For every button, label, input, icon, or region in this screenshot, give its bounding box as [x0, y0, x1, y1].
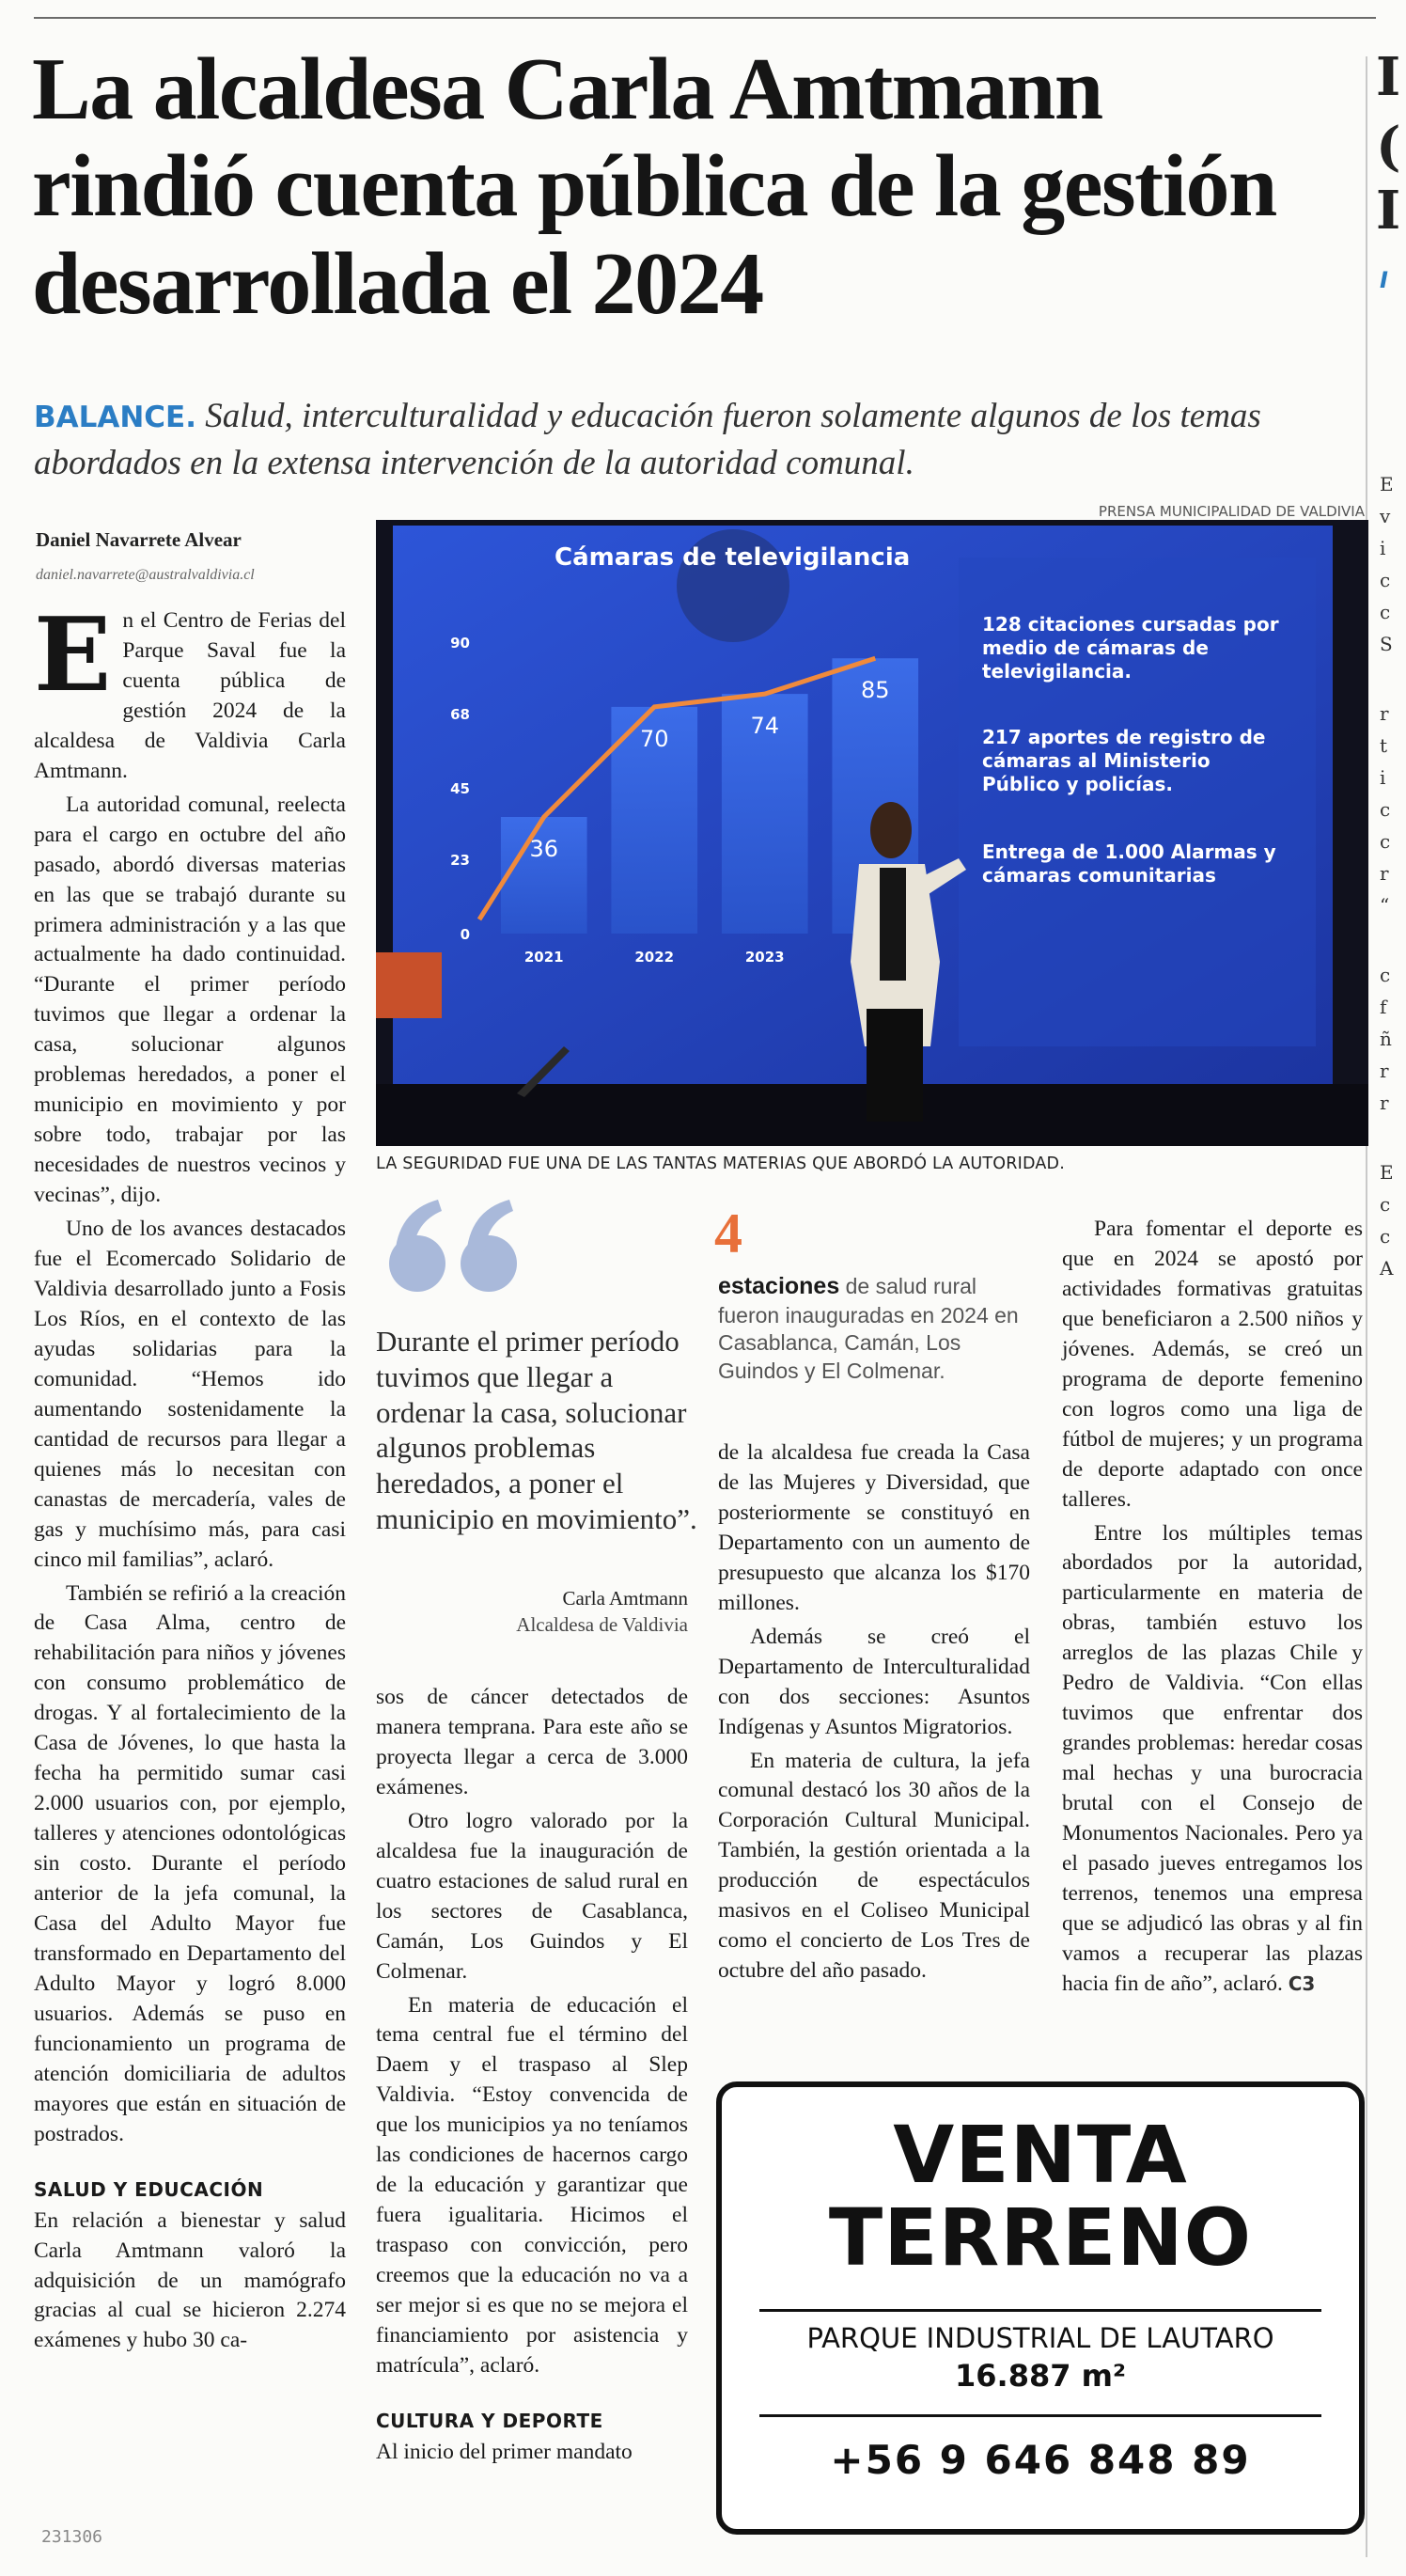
- ad-title-line-2: TERRENO: [828, 2191, 1253, 2285]
- slide-bullet-line: cámaras al Ministerio: [982, 749, 1211, 772]
- adjacent-text-fragment: v: [1380, 505, 1391, 527]
- adjacent-text-fragment: r: [1380, 862, 1389, 885]
- speaker-trousers: [867, 1009, 923, 1122]
- deck-text: Salud, interculturalidad y educación fueron solamente algunos de los temas abordados en la extensa intervención de la autoridad comunal.: [34, 397, 1261, 483]
- stat-number: 4: [714, 1202, 742, 1264]
- quote-mark-icon: [383, 1192, 524, 1297]
- x-tick-label: 2023: [744, 949, 785, 966]
- adjacent-headline-fragment: I: [1376, 46, 1401, 108]
- adjacent-text-fragment: c: [1380, 569, 1391, 591]
- slide-bullet-line: televigilancia.: [982, 660, 1133, 683]
- headline: La alcaldesa Carla Amtmann rindió cuenta pública de la gestión desarrollada el 2024: [32, 40, 1276, 333]
- stat-keyword: estaciones: [718, 1273, 840, 1299]
- adjacent-text-fragment: r: [1380, 702, 1389, 725]
- y-tick-label: 68: [450, 705, 470, 723]
- column-divider: [1366, 56, 1367, 2557]
- article-column-1: [34, 596, 346, 2360]
- adjacent-headline-fragment: (: [1376, 116, 1401, 178]
- adjacent-text-fragment: c: [1380, 601, 1391, 623]
- ad-divider: [759, 2309, 1321, 2312]
- adjacent-text-fragment: c: [1380, 1193, 1391, 1216]
- photo-caption: LA SEGURIDAD FUE UNA DE LAS TANTAS MATERIAS QUE ABORDÓ LA AUTORIDAD.: [376, 1154, 1065, 1173]
- stat-text: de salud rural fueron inauguradas en 2024 en Casablanca, Camán, Los Guindos y El Colmenar.: [718, 1274, 1019, 1384]
- adjacent-text-fragment: E: [1380, 1161, 1394, 1184]
- adjacent-text-fragment: ñ: [1380, 1028, 1392, 1050]
- body-paragraph: En relación a bienestar y salud Carla Amtmann valoró la adquisición de un mamógrafo gracias al cual se hicieron 2.274 exámenes y hubo 30 ca-: [34, 2207, 346, 2353]
- photo-scene: [376, 520, 1368, 1146]
- quote-attribution-name: Carla Amtmann: [562, 1587, 688, 1610]
- subhead-cultura: CULTURA Y DEPORTE: [376, 2409, 603, 2432]
- quote-attribution-role: Alcaldesa de Valdivia: [516, 1613, 688, 1636]
- body-paragraph: sos de cáncer detectados de manera temprana. Para este año se proyecta llegar a cerca de 3.000 exámenes.: [376, 1685, 688, 1799]
- body-paragraph: n el Centro de Ferias del Parque Saval fue la cuenta pública de gestión 2024 de la alcaldesa de Valdivia Carla Amtmann.: [34, 608, 346, 783]
- adjacent-text-fragment: “: [1380, 894, 1390, 917]
- adjacent-text-fragment: E: [1380, 473, 1394, 495]
- x-tick-label: 2022: [634, 949, 675, 966]
- adjacent-text-fragment: r: [1380, 1092, 1389, 1114]
- adjacent-text-fragment: A: [1380, 1257, 1394, 1280]
- stage-flag: [376, 952, 442, 1018]
- subhead-salud: SALUD Y EDUCACIÓN: [34, 2177, 264, 2201]
- dropcap: E: [34, 596, 112, 715]
- body-paragraph: [1062, 1519, 1363, 2000]
- body-paragraph: Además se creó el Departamento de Interculturalidad con dos secciones: Asuntos Indígenas y Asuntos Migratorios.: [718, 1624, 1030, 1739]
- adjacent-article-strip: [1372, 0, 1406, 2576]
- y-tick-label: 45: [450, 780, 470, 797]
- adjacent-text-fragment: t: [1380, 734, 1388, 757]
- bar-value-label: 74: [750, 713, 780, 740]
- body-paragraph: de la alcaldesa fue creada la Casa de las Mujeres y Diversidad, que posteriormente se constituyó en Departamento con un aumento de presupuesto que alcanza los $170 millones.: [718, 1440, 1030, 1615]
- article-photo: [376, 520, 1368, 1146]
- body-paragraph: En materia de cultura, la jefa comunal destacó los 30 años de la Corporación Cultural Municipal. También, la gestión orientada a la producción de espectáculos masivos en el Coliseo Municipal como el concierto de Los Tres de octubre del año pasado.: [718, 1748, 1030, 1984]
- speaker-top: [880, 868, 906, 981]
- slide-bullet-line: 217 aportes de registro de: [982, 726, 1266, 748]
- author-byline: Daniel Navarrete Alvear: [36, 528, 242, 551]
- deck-kicker: BALANCE.: [34, 401, 197, 434]
- adjacent-deck-fragment: I: [1380, 267, 1388, 293]
- y-tick-label: 23: [450, 851, 470, 869]
- y-tick-label: 90: [450, 635, 470, 652]
- body-paragraph: Uno de los avances destacados fue el Ecomercado Solidario de Valdivia desarrollado junto a Fosis Los Ríos, en el contexto de las ayudas solidarias para la comunidad. “Hemos ido aumentando sostenidamente la cantidad de recursos para llegar a quienes más lo necesitan con canastas de mercadería, vales de gas y muchísimo más, para casi cinco mil familias”, aclaró.: [34, 1217, 346, 1572]
- slide-bullet-line: cámaras comunitarias: [982, 864, 1216, 887]
- pull-quote: Durante el primer período tuvimos que llegar a ordenar la casa, solucionar algunos problemas heredados, a poner el municipio en movimiento”.: [376, 1325, 697, 1536]
- slide-bullet-line: 128 citaciones cursadas por: [982, 613, 1279, 636]
- x-tick-label: 2021: [523, 949, 564, 966]
- body-paragraph: En materia de educación el tema central fue el término del Daem y el traspaso al Slep Valdivia. “Estoy convencida de que los municipios ya no teníamos las condiciones de hacernos cargo de la educación y garantizar que fuera igualitaria. Hicimos el traspaso con convicción, pero creemos que la educación no va a ser mejor si es que no se mejora el financiamiento por asistencia y matrícula”, aclaró.: [376, 1992, 688, 2378]
- speaker-head: [870, 802, 912, 858]
- ad-phone: +56 9 646 848 89: [830, 2437, 1251, 2483]
- adjacent-text-fragment: i: [1380, 766, 1386, 789]
- body-paragraph: Otro logro valorado por la alcaldesa fue la inauguración de cuatro estaciones de salud rural en los sectores de Casablanca, Camán, Los Guindos y El Colmenar.: [376, 1808, 688, 1984]
- y-tick-label: 0: [460, 926, 470, 943]
- ad-title-line-1: VENTA: [893, 2109, 1188, 2201]
- top-rule: [34, 17, 1376, 19]
- article-column-3: [718, 1438, 1030, 1990]
- ad-title: [716, 2109, 1365, 2285]
- slide-bullet-line: medio de cámaras de: [982, 636, 1209, 659]
- adjacent-headline-fragment: I: [1376, 180, 1401, 242]
- article-column-2: [376, 1683, 688, 2472]
- body-paragraph: La autoridad comunal, reelecta para el cargo en octubre del año pasado, abordó diversas materias en las que se trabajó durante su primera administración y a las que actualmente ha dado continuidad. “Durante el primer período tuvimos que llegar a ordenar la casa, solucionar algunos problemas heredados, a poner el municipio en movimiento y por sobre todo, trabajar por las necesidades de nuestros vecinos y vecinas”, dijo.: [34, 792, 346, 1208]
- bar-value-label: 36: [529, 836, 559, 862]
- adjacent-text-fragment: f: [1380, 996, 1387, 1018]
- body-paragraph: Al inicio del primer mandato: [376, 2439, 633, 2464]
- author-email: daniel.navarrete@australvaldivia.cl: [36, 567, 255, 583]
- adjacent-text-fragment: c: [1380, 1225, 1391, 1248]
- slide-title: Cámaras de televigilancia: [555, 543, 911, 572]
- deck: [34, 393, 1359, 488]
- ad-divider: [759, 2414, 1321, 2417]
- photo-credit: PRENSA MUNICIPALIDAD DE VALDIVIA: [1098, 503, 1365, 520]
- stat-description: [718, 1271, 1038, 1386]
- adjacent-text-fragment: c: [1380, 830, 1391, 853]
- body-paragraph: También se refirió a la creación de Casa Alma, centro de rehabilitación para niños y jóvenes con consumo problemático de drogas. Y al fortalecimiento de la Casa de Jóvenes, lo que hasta la fecha ha permitido sumar casi 2.000 usuarios con, por ejemplo, talleres y atenciones odontológicas sin costo. Durante el período anterior de la jefa comunal, la Casa del Adulto Mayor fue transformado en Departamento del Adulto Mayor y logró 8.000 usuarios. Además se puso en funcionamiento un programa de atención domiciliaria de adultos mayores que están en situación de postrados.: [34, 1580, 346, 2146]
- article-column-4: [1062, 1215, 1363, 2003]
- adjacent-text-fragment: r: [1380, 1060, 1389, 1082]
- body-paragraph: Para fomentar el deporte es que en 2024 se apostó por actividades formativas gratuitas que beneficiaron a 2.500 niños y jóvenes. Además, se creó un programa de deporte femenino con logros como una liga de fútbol de mujeres; y un programa de deporte adaptado con once talleres.: [1062, 1217, 1363, 1512]
- ad-location: PARQUE INDUSTRIAL DE LAUTARO: [806, 2322, 1274, 2354]
- page-id: 231306: [41, 2527, 103, 2547]
- adjacent-text-fragment: S: [1380, 633, 1393, 655]
- end-mark: C3: [1288, 1971, 1316, 1995]
- adjacent-text-fragment: c: [1380, 798, 1391, 821]
- bar-2021: [501, 817, 587, 934]
- bar-value-label: 70: [639, 725, 669, 752]
- bar-value-label: 85: [860, 677, 890, 704]
- ad-area: 16.887 m²: [955, 2358, 1126, 2394]
- adjacent-text-fragment: c: [1380, 964, 1391, 986]
- slide-bullet-line: Entrega de 1.000 Alarmas y: [982, 840, 1276, 863]
- adjacent-text-fragment: i: [1380, 537, 1386, 559]
- body-paragraph-text: Entre los múltiples temas abordados por la autoridad, particularmente en materia de obras, también estuvo los arreglos de las plazas Chile y Pedro de Valdivia. “Con ellas tuvimos que enfrentar dos grandes problemas: heredar cosas mal hechas y una burocracia brutal con el Consejo de Monumentos Nacionales. Pero ya el pasado jueves entregamos los terrenos, tenemos una empresa que se adjudicó las obras y al fin vamos a recuperar las plazas hacia fin de año”, aclaró.: [1062, 1520, 1363, 1996]
- slide-bullet-line: Público y policías.: [982, 773, 1173, 795]
